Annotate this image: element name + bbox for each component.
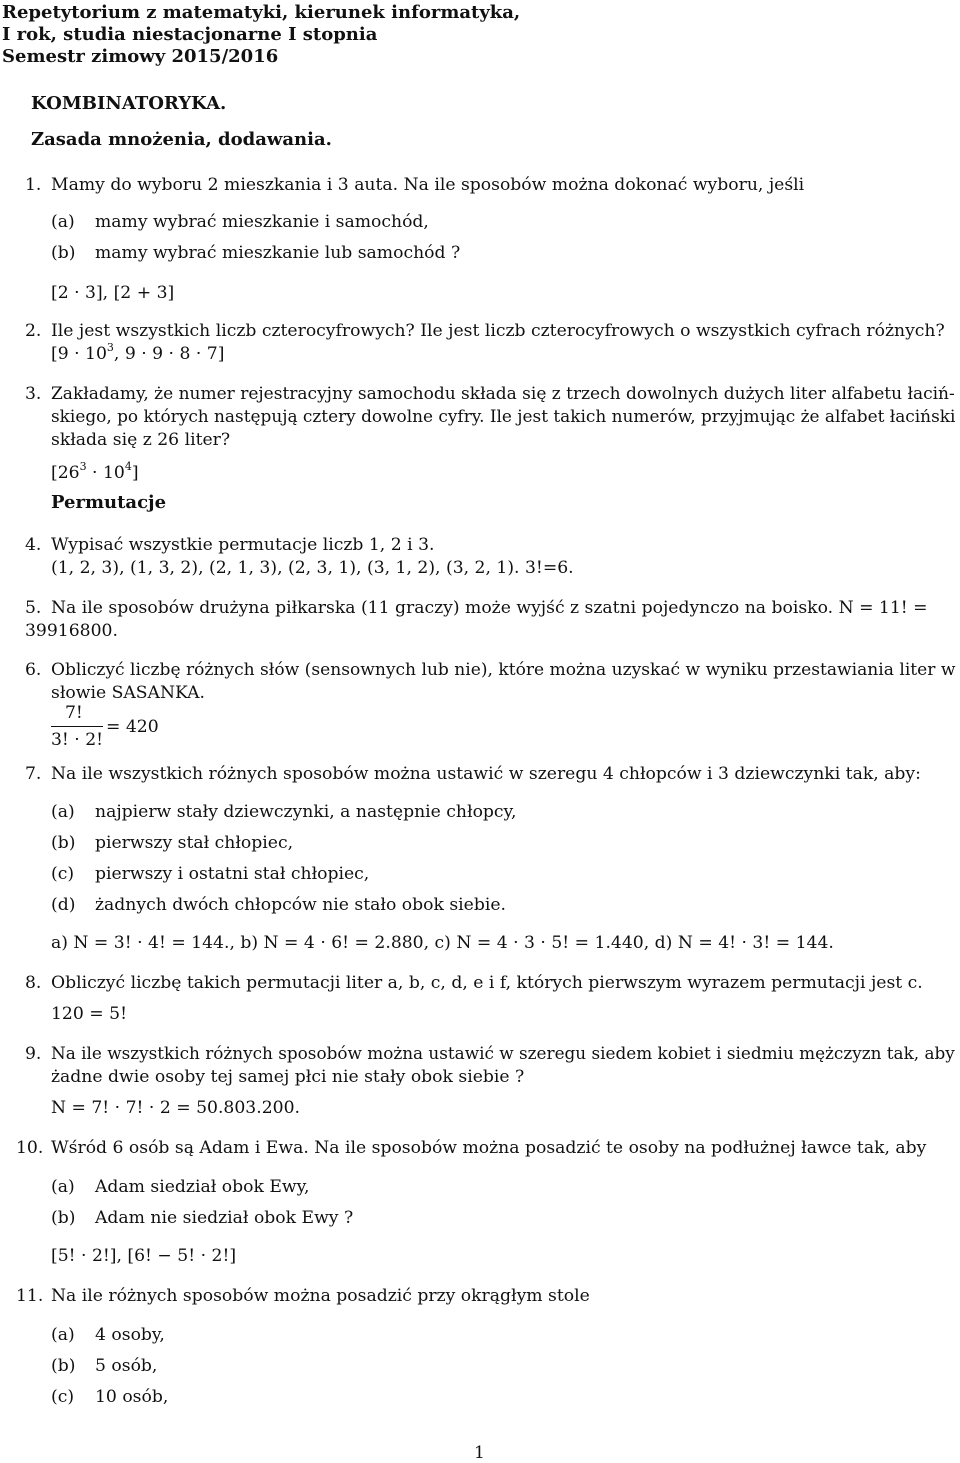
problem-11-item-a-text: 4 osoby, (95, 1325, 165, 1345)
problem-10-item-b-text: Adam nie siedział obok Ewy ? (95, 1208, 354, 1228)
fraction-bar (51, 726, 103, 727)
problem-3-line-3: składa się z 26 liter? (51, 430, 231, 450)
subsection-title: Zasada mnożenia, dodawania. (31, 129, 332, 150)
header-line-1: Repetytorium z matematyki, kierunek informatyka, (2, 2, 521, 23)
problem-5-line-1: Na ile sposobów drużyna piłkarska (11 graczy) może wyjść z szatni pojedynczo na boisko. N = 11! = (51, 598, 928, 618)
problem-3-line-1: Zakładamy, że numer rejestracyjny samochodu składa się z trzech dowolnych dużych liter alfabetu łaciń- (51, 384, 955, 404)
problem-10-text: Wśród 6 osób są Adam i Ewa. Na ile sposobów można posadzić te osoby na podłużnej ławce tak, aby (51, 1138, 927, 1158)
problem-5-line-2: 39916800. (25, 621, 118, 641)
problem-9-number: 9. (25, 1044, 42, 1064)
section-title: KOMBINATORYKA. (31, 93, 227, 114)
problem-7-item-a-text: najpierw stały dziewczynki, a następnie chłopcy, (95, 802, 517, 822)
problem-7-item-c-label: (c) (51, 864, 75, 884)
header-line-2: I rok, studia niestacjonarne I stopnia (2, 24, 378, 45)
problem-7-text: Na ile wszystkich różnych sposobów można ustawić w szeregu 4 chłopców i 3 dziewczynki tak, aby: (51, 764, 921, 784)
problem-2-text: Ile jest wszystkich liczb czterocyfrowych? Ile jest liczb czterocyfrowych o wszystkich cyfrach różnych? (51, 321, 945, 341)
problem-1-item-b-label: (b) (51, 243, 76, 263)
problem-2-number: 2. (25, 321, 42, 341)
problem-11-item-c-text: 10 osób, (95, 1387, 169, 1407)
problem-10-item-a-label: (a) (51, 1177, 75, 1197)
page-number: 1 (474, 1443, 485, 1463)
problem-11-item-b-text: 5 osób, (95, 1356, 158, 1376)
problem-3-number: 3. (25, 384, 42, 404)
problem-11-text: Na ile różnych sposobów można posadzić przy okrągłym stole (51, 1286, 590, 1306)
problem-7-item-b-text: pierwszy stał chłopiec, (95, 833, 294, 853)
problem-2-answer: [$9 \cdot 10^3$, 9 · 9 · 8 · 7] (51, 341, 225, 364)
problem-8-answer: 120 = 5! (51, 1004, 127, 1024)
problem-7-number: 7. (25, 764, 42, 784)
problem-3-line-2: skiego, po których następują cztery dowolne cyfry. Ile jest takich numerów, przyjmując że alfabet łaciński (51, 407, 956, 427)
problem-8-number: 8. (25, 973, 42, 993)
problem-7-answer: a) N = 3! · 4! = 144., b) N = 4 · 6! = 2.880, c) N = 4 · 3 · 5! = 1.440, d) N = 4! · 3! = 144. (51, 933, 834, 953)
problem-6-fraction (51, 703, 103, 755)
problem-6-line-2: słowie SASANKA. (51, 683, 206, 703)
problem-1-text: Mamy do wyboru 2 mieszkania i 3 auta. Na ile sposobów można dokonać wyboru, jeśli (51, 175, 805, 195)
permutacje-title: Permutacje (51, 492, 167, 513)
problem-7-item-a-label: (a) (51, 802, 75, 822)
problem-6-result: = 420 (106, 717, 159, 737)
problem-10-number: 10. (16, 1138, 44, 1158)
problem-7-item-c-text: pierwszy i ostatni stał chłopiec, (95, 864, 370, 884)
problem-9-line-1: Na ile wszystkich różnych sposobów można ustawić w szeregu siedem kobiet i siedmiu mężczyzn tak, aby (51, 1044, 955, 1064)
problem-4-answer: (1, 2, 3), (1, 3, 2), (2, 1, 3), (2, 3, 1), (3, 1, 2), (3, 2, 1). 3!=6. (51, 558, 574, 578)
problem-11-number: 11. (16, 1286, 44, 1306)
problem-7-item-b-label: (b) (51, 833, 76, 853)
problem-9-answer: N = 7! · 7! · 2 = 50.803.200. (51, 1098, 300, 1118)
problem-7-item-d-text: żadnych dwóch chłopców nie stało obok siebie. (95, 895, 506, 915)
problem-10-item-a-text: Adam siedział obok Ewy, (95, 1177, 310, 1197)
problem-11-item-a-label: (a) (51, 1325, 75, 1345)
problem-1-item-a-label: (a) (51, 212, 75, 232)
problem-1-number: 1. (25, 175, 42, 195)
problem-7-item-d-label: (d) (51, 895, 76, 915)
problem-1-item-a-text: mamy wybrać mieszkanie i samochód, (95, 212, 429, 232)
header-line-3: Semestr zimowy 2015/2016 (2, 46, 279, 67)
problem-6-line-1: Obliczyć liczbę różnych słów (sensownych lub nie), które można uzyskać w wyniku przestawiania liter w (51, 660, 956, 680)
problem-1-answer: [2 · 3], [2 + 3] (51, 283, 175, 303)
fraction-numerator: 7! (65, 703, 83, 723)
problem-6-number: 6. (25, 660, 42, 680)
problem-5-number: 5. (25, 598, 42, 618)
problem-10-answer: [5! · 2!], [6! − 5! · 2!] (51, 1246, 237, 1266)
problem-4-number: 4. (25, 535, 42, 555)
problem-11-item-c-label: (c) (51, 1387, 75, 1407)
problem-4-text: Wypisać wszystkie permutacje liczb 1, 2 i 3. (51, 535, 435, 555)
problem-8-text: Obliczyć liczbę takich permutacji liter a, b, c, d, e i f, których pierwszym wyrazem permutacji jest c. (51, 973, 923, 993)
problem-1-item-b-text: mamy wybrać mieszkanie lub samochód ? (95, 243, 461, 263)
problem-10-item-b-label: (b) (51, 1208, 76, 1228)
problem-9-line-2: żadne dwie osoby tej samej płci nie stały obok siebie ? (51, 1067, 525, 1087)
problem-3-answer: $[26^3 \cdot 10^4]$ (51, 460, 139, 483)
problem-11-item-b-label: (b) (51, 1356, 76, 1376)
fraction-denominator: 3! · 2! (51, 730, 104, 750)
